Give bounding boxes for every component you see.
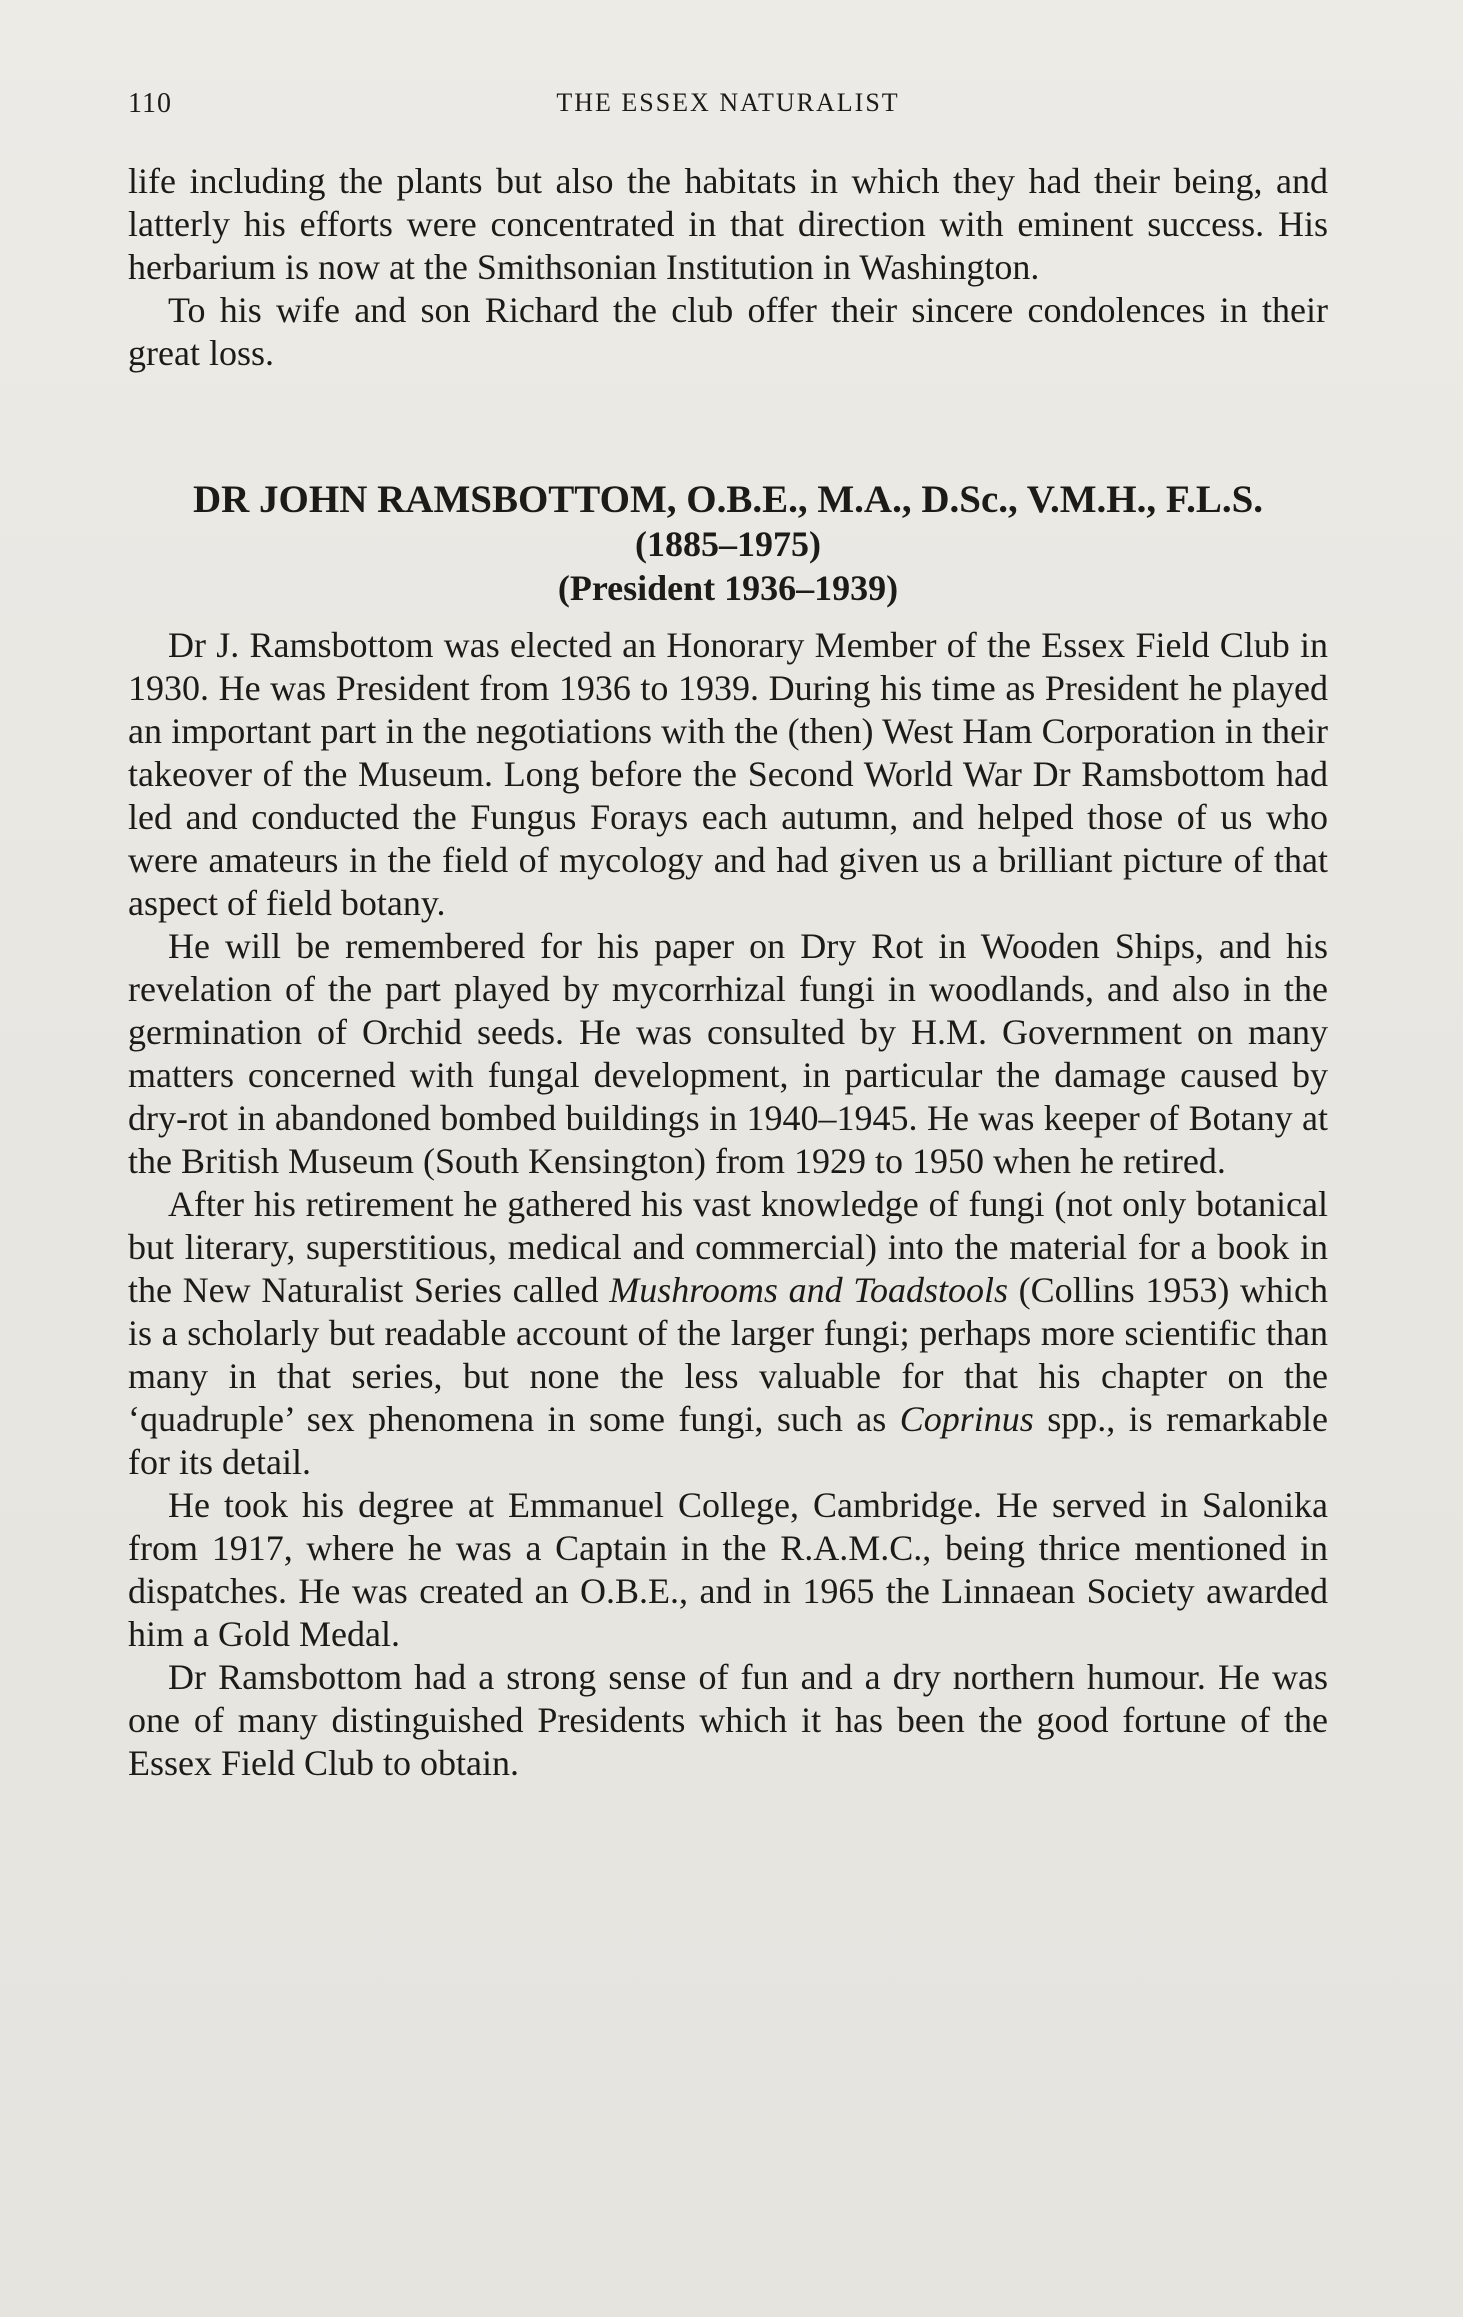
body-text: (Collins 1953) which is a scholarly but readable account of the larger fungi; perhaps more scientific than many in that series, but none the less valuable for that his chapter on the ‘quadruple’ sex phenomena in some fungi, such as [128, 1270, 1329, 1439]
genus-name: Coprinus [899, 1399, 1034, 1439]
obituary-name: DR JOHN RAMSBOTTOM, O.B.E., M.A., D.Sc., V.M.H., F.L.S. [192, 478, 1264, 521]
body-paragraph: He will be remembered for his paper on Dry Rot in Wooden Ships, and his revelation of the part played by mycorrhizal fungi in woodlands, and also in the germination of Orchid seeds. He was consulted by H.M. Government on many matters concerned with fungal development, in particular the damage caused by dry-rot in abandoned bombed buildings in 1940–1945. He was keeper of Botany at the British Museum (South Kensington) from 1929 to 1950 when he retired. [128, 926, 1328, 1181]
running-head [128, 88, 1328, 128]
condolences-paragraph: To his wife and son Richard the club offer their sincere condolences in their great loss. [128, 290, 1328, 373]
obituary-heading [128, 478, 1328, 610]
body-paragraph [128, 1183, 1328, 1484]
obituary-dates: (1885–1975) [635, 524, 821, 564]
body-text: After his retirement he gathered his vast knowledge of fungi (not only botanical but literary, superstitious, medical and commercial) into the material for a book in the New Naturalist Series called [128, 1184, 1328, 1310]
journal-title: THE ESSEX NATURALIST [556, 88, 900, 117]
body-paragraph: Dr J. Ramsbottom was elected an Honorary Member of the Essex Field Club in 1930. He was President from 1936 to 1939. During his time as President he played an important part in the negotiations with the (then) West Ham Corporation in their takeover of the Museum. Long before the Second World War Dr Ramsbottom had led and conducted the Fungus Forays each autumn, and helped those of us who were amateurs in the field of mycology and had given us a brilliant picture of that aspect of field botany. [128, 625, 1328, 923]
page-number: 110 [128, 88, 172, 119]
body-paragraph: Dr Ramsbottom had a strong sense of fun and a dry northern humour. He was one of many distinguished Presidents which it has been the good fortune of the Essex Field Club to obtain. [128, 1657, 1328, 1783]
body-paragraph: He took his degree at Emmanuel College, Cambridge. He served in Salonika from 1917, where he was a Captain in the R.A.M.C., being thrice mentioned in dispatches. He was created an O.B.E., and in 1965 the Linnaean Society awarded him a Gold Medal. [128, 1485, 1328, 1654]
body-text: spp., is remarkable for its detail. [128, 1399, 1328, 1482]
intro-paragraph: life including the plants but also the habitats in which they had their being, and latterly his efforts were concentrated in that direction with eminent success. His herbarium is now at the Smithsonian Institution in Washington. [128, 161, 1328, 287]
obituary-body [128, 624, 1328, 1785]
text-column [128, 160, 1328, 1785]
book-title: Mushrooms and Toadstools [609, 1270, 1008, 1310]
obituary-role: (President 1936–1939) [557, 568, 899, 608]
